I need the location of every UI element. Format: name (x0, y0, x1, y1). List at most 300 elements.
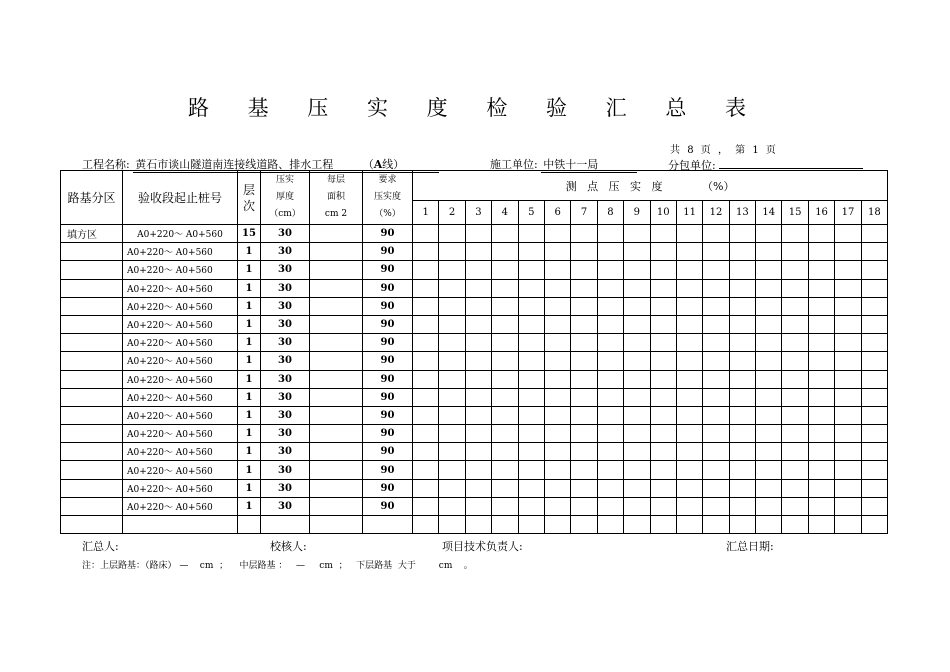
zone-cell (61, 479, 123, 497)
layers-cell (238, 516, 261, 534)
thickness-cell (261, 516, 310, 534)
measurement-cell (676, 516, 702, 534)
measurement-cell (439, 243, 465, 261)
project-label: 工程名称: (82, 158, 130, 171)
measurement-cell (861, 516, 887, 534)
table-row (61, 261, 888, 279)
measurement-cell (861, 388, 887, 406)
measurement-cell (835, 388, 861, 406)
measurement-cell (729, 461, 755, 479)
zone-cell (61, 425, 123, 443)
required-cell: 90 (363, 461, 413, 479)
measurement-cell (439, 370, 465, 388)
station-cell: A0+220～ A0+560 (123, 443, 238, 461)
measurement-cell (544, 497, 570, 515)
measurement-cell (782, 243, 808, 261)
measurement-cell (571, 479, 597, 497)
measurement-cell (544, 261, 570, 279)
required-cell: 90 (363, 425, 413, 443)
layers-cell: 1 (238, 497, 261, 515)
required-cell: 90 (363, 334, 413, 352)
measurement-cell (439, 225, 465, 243)
area-cell (310, 516, 363, 534)
station-cell: A0+220～ A0+560 (123, 279, 238, 297)
measurement-cell (439, 279, 465, 297)
measurement-cell (835, 315, 861, 333)
measurement-cell (518, 425, 544, 443)
required-cell: 90 (363, 279, 413, 297)
measurement-cell (650, 225, 676, 243)
measurement-cell (703, 279, 729, 297)
required-cell: 90 (363, 352, 413, 370)
measurement-cell (597, 297, 623, 315)
measurement-cell (782, 297, 808, 315)
measurement-cell (439, 352, 465, 370)
measurement-cell (439, 334, 465, 352)
point-header: 3 (465, 201, 491, 225)
measurement-cell (861, 479, 887, 497)
point-header: 8 (597, 201, 623, 225)
measurement-cell (465, 279, 491, 297)
measurement-cell (492, 406, 518, 424)
measurement-cell (756, 461, 782, 479)
zone-cell (61, 279, 123, 297)
measurement-cell (597, 516, 623, 534)
measurement-cell (782, 261, 808, 279)
measurement-cell (650, 352, 676, 370)
required-line3: （%） (374, 209, 401, 219)
measurement-cell (492, 497, 518, 515)
measurement-cell (544, 516, 570, 534)
measurement-cell (703, 370, 729, 388)
measurement-cell (544, 352, 570, 370)
measurement-cell (597, 443, 623, 461)
layers-cell: 1 (238, 443, 261, 461)
measurement-cell (518, 461, 544, 479)
thickness-cell: 30 (261, 479, 310, 497)
measurement-cell (729, 443, 755, 461)
measurement-cell (597, 261, 623, 279)
point-header: 6 (544, 201, 570, 225)
area-cell (310, 297, 363, 315)
measurement-cell (729, 315, 755, 333)
measurement-cell (676, 261, 702, 279)
area-cell (310, 334, 363, 352)
measurement-cell (756, 425, 782, 443)
thickness-cell: 30 (261, 243, 310, 261)
station-cell: A0+220～ A0+560 (123, 243, 238, 261)
measurement-cell (729, 243, 755, 261)
measurement-cell (650, 461, 676, 479)
table-row (61, 315, 888, 333)
measurement-cell (571, 243, 597, 261)
measurement-cell (729, 352, 755, 370)
current-page: 1 (752, 145, 759, 156)
measurement-cell (782, 406, 808, 424)
measurement-cell (413, 370, 439, 388)
measurement-cell (729, 297, 755, 315)
measurement-cell (835, 279, 861, 297)
layers-cell: 1 (238, 243, 261, 261)
measurement-cell (518, 243, 544, 261)
measurement-cell (835, 406, 861, 424)
measurement-cell (861, 406, 887, 424)
table-row (61, 297, 888, 315)
measurement-cell (571, 279, 597, 297)
measurement-cell (571, 352, 597, 370)
thickness-cell: 30 (261, 261, 310, 279)
zone-cell (61, 243, 123, 261)
measurement-cell (413, 516, 439, 534)
measurement-cell (518, 406, 544, 424)
measurement-cell (465, 443, 491, 461)
measurement-cell (756, 443, 782, 461)
measurement-cell (650, 243, 676, 261)
thickness-cell: 30 (261, 225, 310, 243)
zone-cell (61, 261, 123, 279)
zone-cell: 填方区 (61, 225, 123, 243)
required-cell: 90 (363, 297, 413, 315)
layers-cell: 1 (238, 334, 261, 352)
measurement-cell (571, 315, 597, 333)
measurement-cell (571, 370, 597, 388)
area-cell (310, 243, 363, 261)
layers-cell: 1 (238, 370, 261, 388)
measurement-cell (492, 225, 518, 243)
station-cell: A0+220～ A0+560 (123, 406, 238, 424)
footnote: 注：上层路基：（路床） — cm ； 中层路基 ： — cm ； 下层路基 大于 cm 。 (82, 561, 473, 571)
total-pages: 8 (687, 145, 694, 156)
measurement-cell (703, 352, 729, 370)
measurement-cell (518, 334, 544, 352)
measurement-cell (808, 334, 834, 352)
station-cell: A0+220～ A0+560 (123, 225, 238, 243)
measurement-cell (624, 261, 650, 279)
measurement-cell (861, 370, 887, 388)
measurement-cell (544, 297, 570, 315)
area-line2: 面积 (326, 192, 345, 202)
station-cell: A0+220～ A0+560 (123, 479, 238, 497)
measurement-cell (465, 243, 491, 261)
measured-header-label: 测 点 压 实 度 (565, 179, 663, 193)
measurement-cell (571, 388, 597, 406)
measurement-cell (413, 279, 439, 297)
construction-unit-value: 中铁十一局 (541, 156, 637, 173)
measurement-cell (518, 516, 544, 534)
required-cell: 90 (363, 406, 413, 424)
area-cell (310, 406, 363, 424)
measurement-cell (835, 497, 861, 515)
measurement-cell (571, 443, 597, 461)
required-header (363, 171, 413, 225)
measurement-cell (571, 261, 597, 279)
measurement-cell (492, 352, 518, 370)
layers-cell: 1 (238, 297, 261, 315)
point-header: 7 (571, 201, 597, 225)
thickness-cell: 30 (261, 425, 310, 443)
measurement-cell (465, 370, 491, 388)
measurement-cell (597, 279, 623, 297)
measurement-cell (650, 261, 676, 279)
total-label: 共 (670, 145, 680, 156)
measurement-cell (413, 225, 439, 243)
required-line2: 压实度 (373, 192, 401, 202)
point-header: 13 (729, 201, 755, 225)
measurement-cell (756, 388, 782, 406)
measurement-cell (413, 479, 439, 497)
measurement-cell (571, 297, 597, 315)
zone-cell (61, 516, 123, 534)
layer-header-line1: 层 (242, 182, 255, 197)
measured-header (413, 171, 888, 201)
measurement-cell (703, 516, 729, 534)
station-cell: A0+220～ A0+560 (123, 461, 238, 479)
area-cell (310, 443, 363, 461)
measurement-cell (624, 497, 650, 515)
measurement-cell (703, 334, 729, 352)
measurement-cell (861, 461, 887, 479)
thickness-cell: 30 (261, 334, 310, 352)
measurement-cell (729, 497, 755, 515)
measurement-cell (413, 425, 439, 443)
page-counter (670, 141, 780, 156)
area-header (310, 171, 363, 225)
thickness-line2: 厚度 (275, 192, 294, 202)
measurement-cell (518, 261, 544, 279)
measurement-cell (413, 315, 439, 333)
measurement-cell (465, 479, 491, 497)
layers-cell: 1 (238, 406, 261, 424)
measurement-cell (808, 243, 834, 261)
measurement-cell (413, 461, 439, 479)
measurement-cell (729, 225, 755, 243)
measurement-cell (544, 443, 570, 461)
measurement-cell (861, 261, 887, 279)
point-header: 12 (703, 201, 729, 225)
measurement-cell (571, 225, 597, 243)
measurement-cell (729, 479, 755, 497)
measurement-cell (439, 516, 465, 534)
measurement-cell (703, 297, 729, 315)
measurement-cell (465, 315, 491, 333)
layers-cell: 1 (238, 352, 261, 370)
measurement-cell (782, 334, 808, 352)
measurement-cell (624, 479, 650, 497)
measurement-cell (544, 461, 570, 479)
area-cell (310, 279, 363, 297)
measurement-cell (597, 352, 623, 370)
measurement-cell (492, 261, 518, 279)
zone-cell (61, 497, 123, 515)
measurement-cell (465, 352, 491, 370)
table-row (61, 516, 888, 534)
measurement-cell (756, 516, 782, 534)
table-row (61, 443, 888, 461)
measurement-cell (492, 315, 518, 333)
measurement-cell (465, 297, 491, 315)
measurement-cell (518, 279, 544, 297)
measurement-cell (597, 243, 623, 261)
measurement-cell (465, 388, 491, 406)
measurement-cell (676, 461, 702, 479)
measurement-cell (624, 243, 650, 261)
measurement-cell (492, 425, 518, 443)
page-unit: 页 (700, 145, 711, 156)
measurement-cell (650, 497, 676, 515)
measurement-cell (518, 479, 544, 497)
measurement-cell (861, 443, 887, 461)
page-title: 路 基 压 实 度 检 验 汇 总 表 (187, 96, 763, 120)
measurement-cell (597, 479, 623, 497)
zone-cell (61, 297, 123, 315)
measurement-cell (624, 352, 650, 370)
required-cell: 90 (363, 243, 413, 261)
thickness-cell: 30 (261, 279, 310, 297)
thickness-cell: 30 (261, 388, 310, 406)
measurement-cell (544, 370, 570, 388)
measurement-cell (650, 315, 676, 333)
measurement-cell (861, 352, 887, 370)
summary-date: 汇总日期: (726, 540, 774, 553)
measurement-cell (676, 443, 702, 461)
measurement-cell (492, 443, 518, 461)
measurement-cell (571, 334, 597, 352)
layers-cell: 1 (238, 315, 261, 333)
measurement-cell (676, 243, 702, 261)
measurement-cell (544, 334, 570, 352)
measurement-cell (518, 352, 544, 370)
measurement-cell (756, 243, 782, 261)
measurement-cell (413, 497, 439, 515)
point-header: 18 (861, 201, 887, 225)
measurement-cell (492, 516, 518, 534)
measurement-cell (729, 261, 755, 279)
measurement-cell (703, 479, 729, 497)
measurement-cell (729, 406, 755, 424)
measurement-cell (782, 516, 808, 534)
measurement-cell (492, 461, 518, 479)
measurement-cell (782, 425, 808, 443)
measurement-cell (729, 279, 755, 297)
measurement-cell (413, 352, 439, 370)
zone-cell (61, 352, 123, 370)
station-cell: A0+220～ A0+560 (123, 297, 238, 315)
measurement-cell (676, 370, 702, 388)
table-row (61, 406, 888, 424)
measurement-cell (571, 406, 597, 424)
measurement-cell (650, 279, 676, 297)
measurement-cell (624, 334, 650, 352)
measurement-cell (650, 406, 676, 424)
thickness-line3: （cm） (269, 209, 301, 219)
table-row (61, 370, 888, 388)
measurement-cell (544, 279, 570, 297)
measurement-cell (624, 516, 650, 534)
measurement-cell (492, 243, 518, 261)
line-open: （ (362, 158, 374, 171)
measurement-cell (703, 497, 729, 515)
measurement-cell (492, 334, 518, 352)
layers-cell: 1 (238, 261, 261, 279)
measurement-cell (756, 479, 782, 497)
measurement-cell (650, 425, 676, 443)
area-cell (310, 497, 363, 515)
measurement-cell (703, 425, 729, 443)
measurement-cell (413, 261, 439, 279)
measurement-cell (518, 225, 544, 243)
point-header: 16 (808, 201, 834, 225)
table-row (61, 479, 888, 497)
measurement-cell (676, 225, 702, 243)
measurement-cell (703, 315, 729, 333)
measurement-cell (835, 516, 861, 534)
measurement-cell (676, 497, 702, 515)
measurement-cell (808, 479, 834, 497)
measurement-cell (676, 315, 702, 333)
measurement-cell (650, 479, 676, 497)
measurement-cell (703, 243, 729, 261)
measurement-cell (756, 352, 782, 370)
measurement-cell (624, 225, 650, 243)
area-line3: cm 2 (324, 209, 348, 219)
measurement-cell (624, 370, 650, 388)
measurement-cell (835, 334, 861, 352)
measurement-cell (571, 461, 597, 479)
table-row (61, 352, 888, 370)
header-row-1 (61, 171, 888, 201)
measurement-cell (413, 406, 439, 424)
point-header: 10 (650, 201, 676, 225)
measurement-cell (808, 261, 834, 279)
measurement-cell (597, 461, 623, 479)
section-header: 验收段起止桩号 (123, 171, 238, 225)
measurement-cell (650, 370, 676, 388)
measurement-cell (624, 279, 650, 297)
measurement-cell (413, 243, 439, 261)
area-cell (310, 352, 363, 370)
measurement-cell (465, 425, 491, 443)
measurement-cell (782, 479, 808, 497)
measurement-cell (808, 279, 834, 297)
measurement-cell (518, 370, 544, 388)
measurement-cell (808, 497, 834, 515)
table-row (61, 388, 888, 406)
measurement-cell (597, 225, 623, 243)
measurement-cell (729, 370, 755, 388)
measurement-cell (782, 497, 808, 515)
measurement-cell (676, 352, 702, 370)
measurement-cell (861, 279, 887, 297)
zone-cell (61, 334, 123, 352)
measurement-cell (808, 516, 834, 534)
layers-cell: 1 (238, 479, 261, 497)
measurement-cell (861, 334, 887, 352)
required-cell: 90 (363, 443, 413, 461)
measurement-cell (729, 334, 755, 352)
measurement-cell (756, 406, 782, 424)
measurement-cell (808, 406, 834, 424)
layers-cell: 1 (238, 279, 261, 297)
station-cell: A0+220～ A0+560 (123, 352, 238, 370)
measured-unit: （%） (702, 179, 735, 193)
measurement-cell (518, 388, 544, 406)
measurement-cell (597, 388, 623, 406)
measurement-cell (544, 315, 570, 333)
measurement-cell (676, 279, 702, 297)
station-cell: A0+220～ A0+560 (123, 261, 238, 279)
measurement-cell (439, 479, 465, 497)
measurement-cell (544, 425, 570, 443)
